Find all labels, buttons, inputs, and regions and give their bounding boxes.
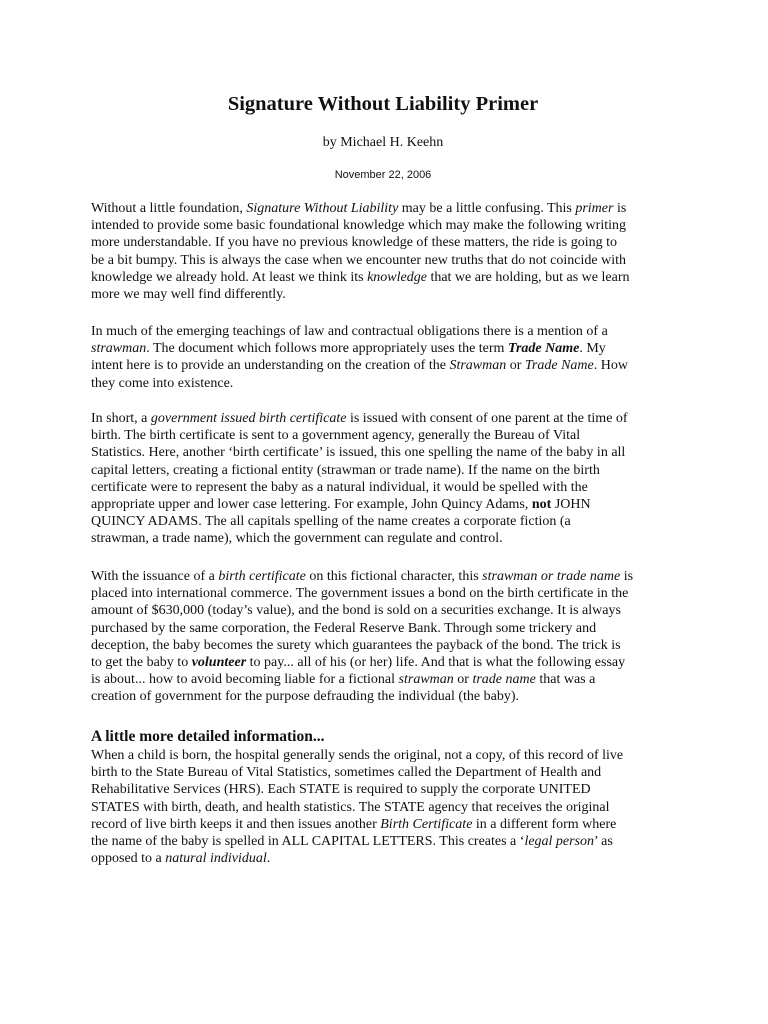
text-run: certificate were to represent the baby as a natural individual, it would be spelled with the (91, 479, 588, 495)
text-line (91, 816, 675, 833)
text-line (91, 781, 675, 798)
text-run: strawman, a trade name), which the government can regulate and control. (91, 531, 503, 547)
emphasized-text: Trade Name (507, 341, 580, 357)
text-run: Without a little foundation, (91, 201, 247, 216)
text-line (91, 747, 675, 764)
text-run: ’ as (594, 833, 613, 849)
section-heading: A little more detailed information... (91, 728, 325, 745)
text-line (91, 513, 675, 530)
text-line (91, 568, 675, 585)
text-run: When a child is born, the hospital generally sends the original, not a copy, of this record of live (91, 748, 624, 763)
emphasized-text: strawman (91, 341, 147, 357)
emphasized-text: primer (575, 201, 614, 216)
text-run: in a different form where (472, 816, 617, 832)
text-line (91, 269, 675, 286)
paragraph-strawman (91, 323, 675, 392)
text-run: the name of the baby is spelled in ALL CAPITAL LETTERS. This creates a ‘ (91, 833, 525, 849)
text-run: on this fictional character, this (305, 569, 483, 584)
text-line (91, 217, 675, 234)
text-run: JOHN (551, 496, 591, 512)
text-line (91, 479, 675, 496)
emphasized-text: legal person (524, 833, 595, 849)
text-run: more we may well find differently. (91, 286, 286, 302)
text-line (91, 323, 675, 340)
text-run: be a bit bumpy. This is always the case when we encounter new truths that do not coincide with (91, 252, 626, 268)
text-run: In much of the emerging teachings of law and contractual obligations there is a mention of a (91, 324, 608, 339)
paragraph-bond (91, 568, 675, 706)
emphasized-text: volunteer (191, 654, 247, 670)
emphasized-text: Signature Without Liability (246, 201, 399, 216)
emphasized-text: knowledge (367, 269, 427, 285)
text-run: that we are holding, but as we learn (426, 269, 630, 285)
text-run: intended to provide some basic foundational knowledge which may make the following writing (91, 218, 626, 234)
document-title: Signature Without Liability Primer (227, 93, 539, 115)
text-line (91, 688, 675, 705)
text-line (91, 375, 675, 392)
text-line (91, 799, 675, 816)
emphasized-text: Strawman (449, 358, 507, 374)
emphasized-text: natural individual (165, 851, 267, 867)
text-line (91, 833, 675, 850)
text-run: that was a (535, 672, 596, 688)
emphasized-text: not (531, 496, 552, 512)
text-run: birth to the State Bureau of Vital Statistics, sometimes called the Department of Health and (91, 765, 602, 781)
text-run: to get the baby to (91, 654, 192, 670)
text-run: . The document which follows more appropriately uses the term (146, 341, 508, 357)
document-author: by Michael H. Keehn (322, 135, 444, 150)
text-line (91, 357, 675, 374)
text-line (91, 462, 675, 479)
text-run: purchased by the same corporation, the Federal Reserve Bank. Through some trickery and (91, 620, 597, 636)
text-run: is issued with consent of one parent at the time of (346, 411, 628, 426)
emphasized-text: Trade Name (524, 358, 594, 374)
text-line (91, 496, 675, 513)
text-run: capital letters, creating a fictional entity (strawman or trade name). If the name on the birth (91, 462, 600, 478)
text-line (91, 200, 675, 217)
text-run: they come into existence. (91, 375, 234, 391)
text-line (91, 637, 675, 654)
text-run: or (453, 672, 473, 688)
paragraph-birth-certificate (91, 410, 675, 548)
text-run: is (620, 569, 634, 584)
text-run: Statistics. Here, another ‘birth certificate’ is issued, this one spelling the name of the baby in all (91, 445, 626, 461)
emphasized-text: strawman (398, 672, 454, 688)
paragraph-intro (91, 200, 675, 303)
text-line (91, 444, 675, 461)
text-run: creation of government for the purpose defrauding the individual (the baby). (91, 689, 520, 705)
text-run: to pay... all of his (or her) life. And that is what the following essay (246, 654, 626, 670)
text-run: or (506, 358, 525, 374)
text-line (91, 602, 675, 619)
emphasized-text: government issued birth certificate (150, 411, 347, 426)
text-line (91, 654, 675, 671)
text-run: With the issuance of a (91, 569, 219, 584)
text-run: Rehabilitative Services (HRS). Each STATE is required to supply the corporate UNITED (91, 782, 591, 798)
text-line (91, 427, 675, 444)
text-run: knowledge we already hold. At least we think its (91, 269, 368, 285)
text-line (91, 286, 675, 303)
paragraph-detailed (91, 747, 675, 867)
emphasized-text: Birth Certificate (380, 816, 473, 832)
text-run: may be a little confusing. This (398, 201, 576, 216)
text-run: STATES with birth, death, and health statistics. The STATE agency that receives the original (91, 799, 610, 815)
text-run: . (266, 851, 271, 867)
emphasized-text: birth certificate (218, 569, 306, 584)
text-run: . My (579, 341, 606, 357)
text-run: record of live birth keeps it and then issues another (91, 816, 381, 832)
text-run: QUINCY ADAMS. The all capitals spelling of the name creates a corporate fiction (a (91, 514, 571, 530)
text-run: more understandable. If you have no previous knowledge of these matters, the ride is going to (91, 235, 618, 251)
text-line (91, 252, 675, 269)
text-run: intent here is to provide an understanding on the creation of the (91, 358, 450, 374)
text-line (91, 671, 675, 688)
text-run: appropriate upper and lower case lettering. For example, John Quincy Adams, (91, 496, 532, 512)
text-line (91, 530, 675, 547)
text-run: deception, the baby becomes the surety which guarantees the payback of the bond. The trick is (91, 637, 621, 653)
text-run: birth. The birth certificate is sent to a government agency, generally the Bureau of Vital (91, 428, 581, 444)
text-line (91, 410, 675, 427)
text-line (91, 620, 675, 637)
text-run: is (613, 201, 627, 216)
emphasized-text: strawman or trade name (482, 569, 621, 584)
text-line (91, 585, 675, 602)
emphasized-text: trade name (472, 672, 536, 688)
text-run: is about... how to avoid becoming liable for a fictional (91, 672, 399, 688)
text-line (91, 850, 675, 867)
text-run: opposed to a (91, 851, 166, 867)
document-date: November 22, 2006 (334, 169, 432, 181)
text-line (91, 764, 675, 781)
text-run: amount of $630,000 (today’s value), and the bond is sold on a securities exchange. It is always (91, 603, 621, 619)
text-run: placed into international commerce. The government issues a bond on the birth certificate in the (91, 586, 629, 602)
text-run: In short, a (91, 411, 151, 426)
text-run: . How (593, 358, 628, 374)
text-line (91, 340, 675, 357)
text-line (91, 234, 675, 251)
